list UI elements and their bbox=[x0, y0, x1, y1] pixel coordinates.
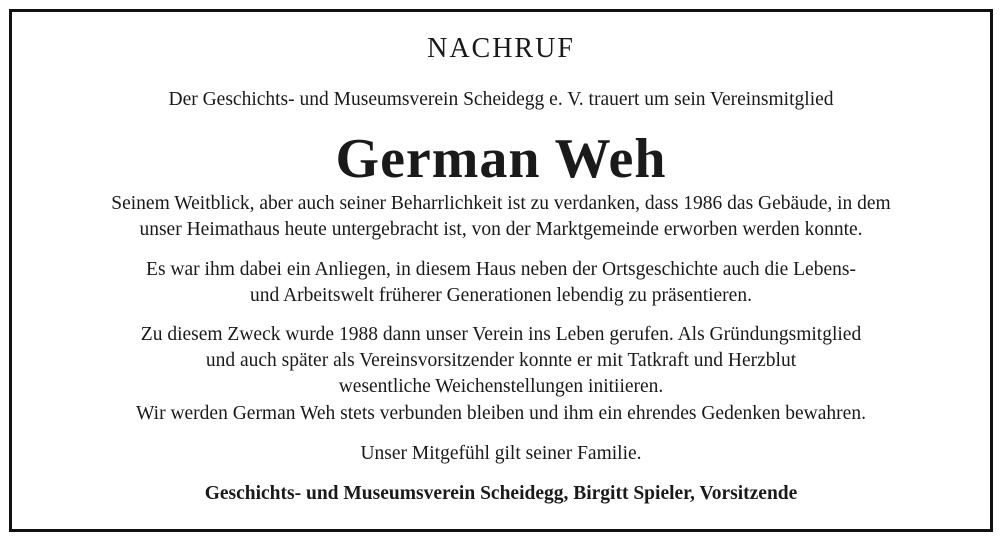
obituary-notice bbox=[9, 9, 993, 532]
paragraph-line: und Arbeitswelt früherer Generationen lebendig zu präsentieren. bbox=[250, 285, 752, 306]
paragraph-line: Wir werden German Weh stets verbunden bleiben und ihm ein ehrendes Gedenken bewahren. bbox=[136, 403, 866, 424]
paragraph-line: Es war ihm dabei ein Anliegen, in diesem Haus neben der Ortsgeschichte auch die Lebens- bbox=[146, 259, 856, 280]
paragraph-founding bbox=[9, 322, 993, 400]
paragraph-line: und auch später als Vereinsvorsitzender konnte er mit Tatkraft und Herzblut bbox=[205, 350, 797, 371]
paragraph-remembrance bbox=[9, 401, 993, 427]
paragraph-condolence bbox=[9, 441, 993, 467]
intro-line: Der Geschichts- und Museumsverein Scheidegg e. V. trauert um sein Vereinsmitglied bbox=[168, 89, 834, 110]
paragraph-building bbox=[9, 191, 993, 243]
paragraph-museum-concern bbox=[9, 257, 993, 309]
paragraph-line: Seinem Weitblick, aber auch seiner Beharrlichkeit ist zu verdanken, dass 1986 das Gebäude, in dem bbox=[111, 193, 891, 214]
signature-line: Geschichts- und Museumsverein Scheidegg, Birgitt Spieler, Vorsitzende bbox=[204, 483, 798, 504]
notice-heading: NACHRUF bbox=[427, 33, 575, 64]
paragraph-line: Zu diesem Zweck wurde 1988 dann unser Verein ins Leben gerufen. Als Gründungsmitglied bbox=[140, 324, 862, 345]
paragraph-line: wesentliche Weichenstellungen initiieren. bbox=[338, 376, 664, 397]
paragraph-line: unser Heimathaus heute untergebracht ist, von der Marktgemeinde erworben werden konnte. bbox=[139, 219, 863, 240]
paragraph-line: Unser Mitgefühl gilt seiner Familie. bbox=[360, 443, 642, 464]
deceased-name: German Weh bbox=[335, 128, 667, 190]
